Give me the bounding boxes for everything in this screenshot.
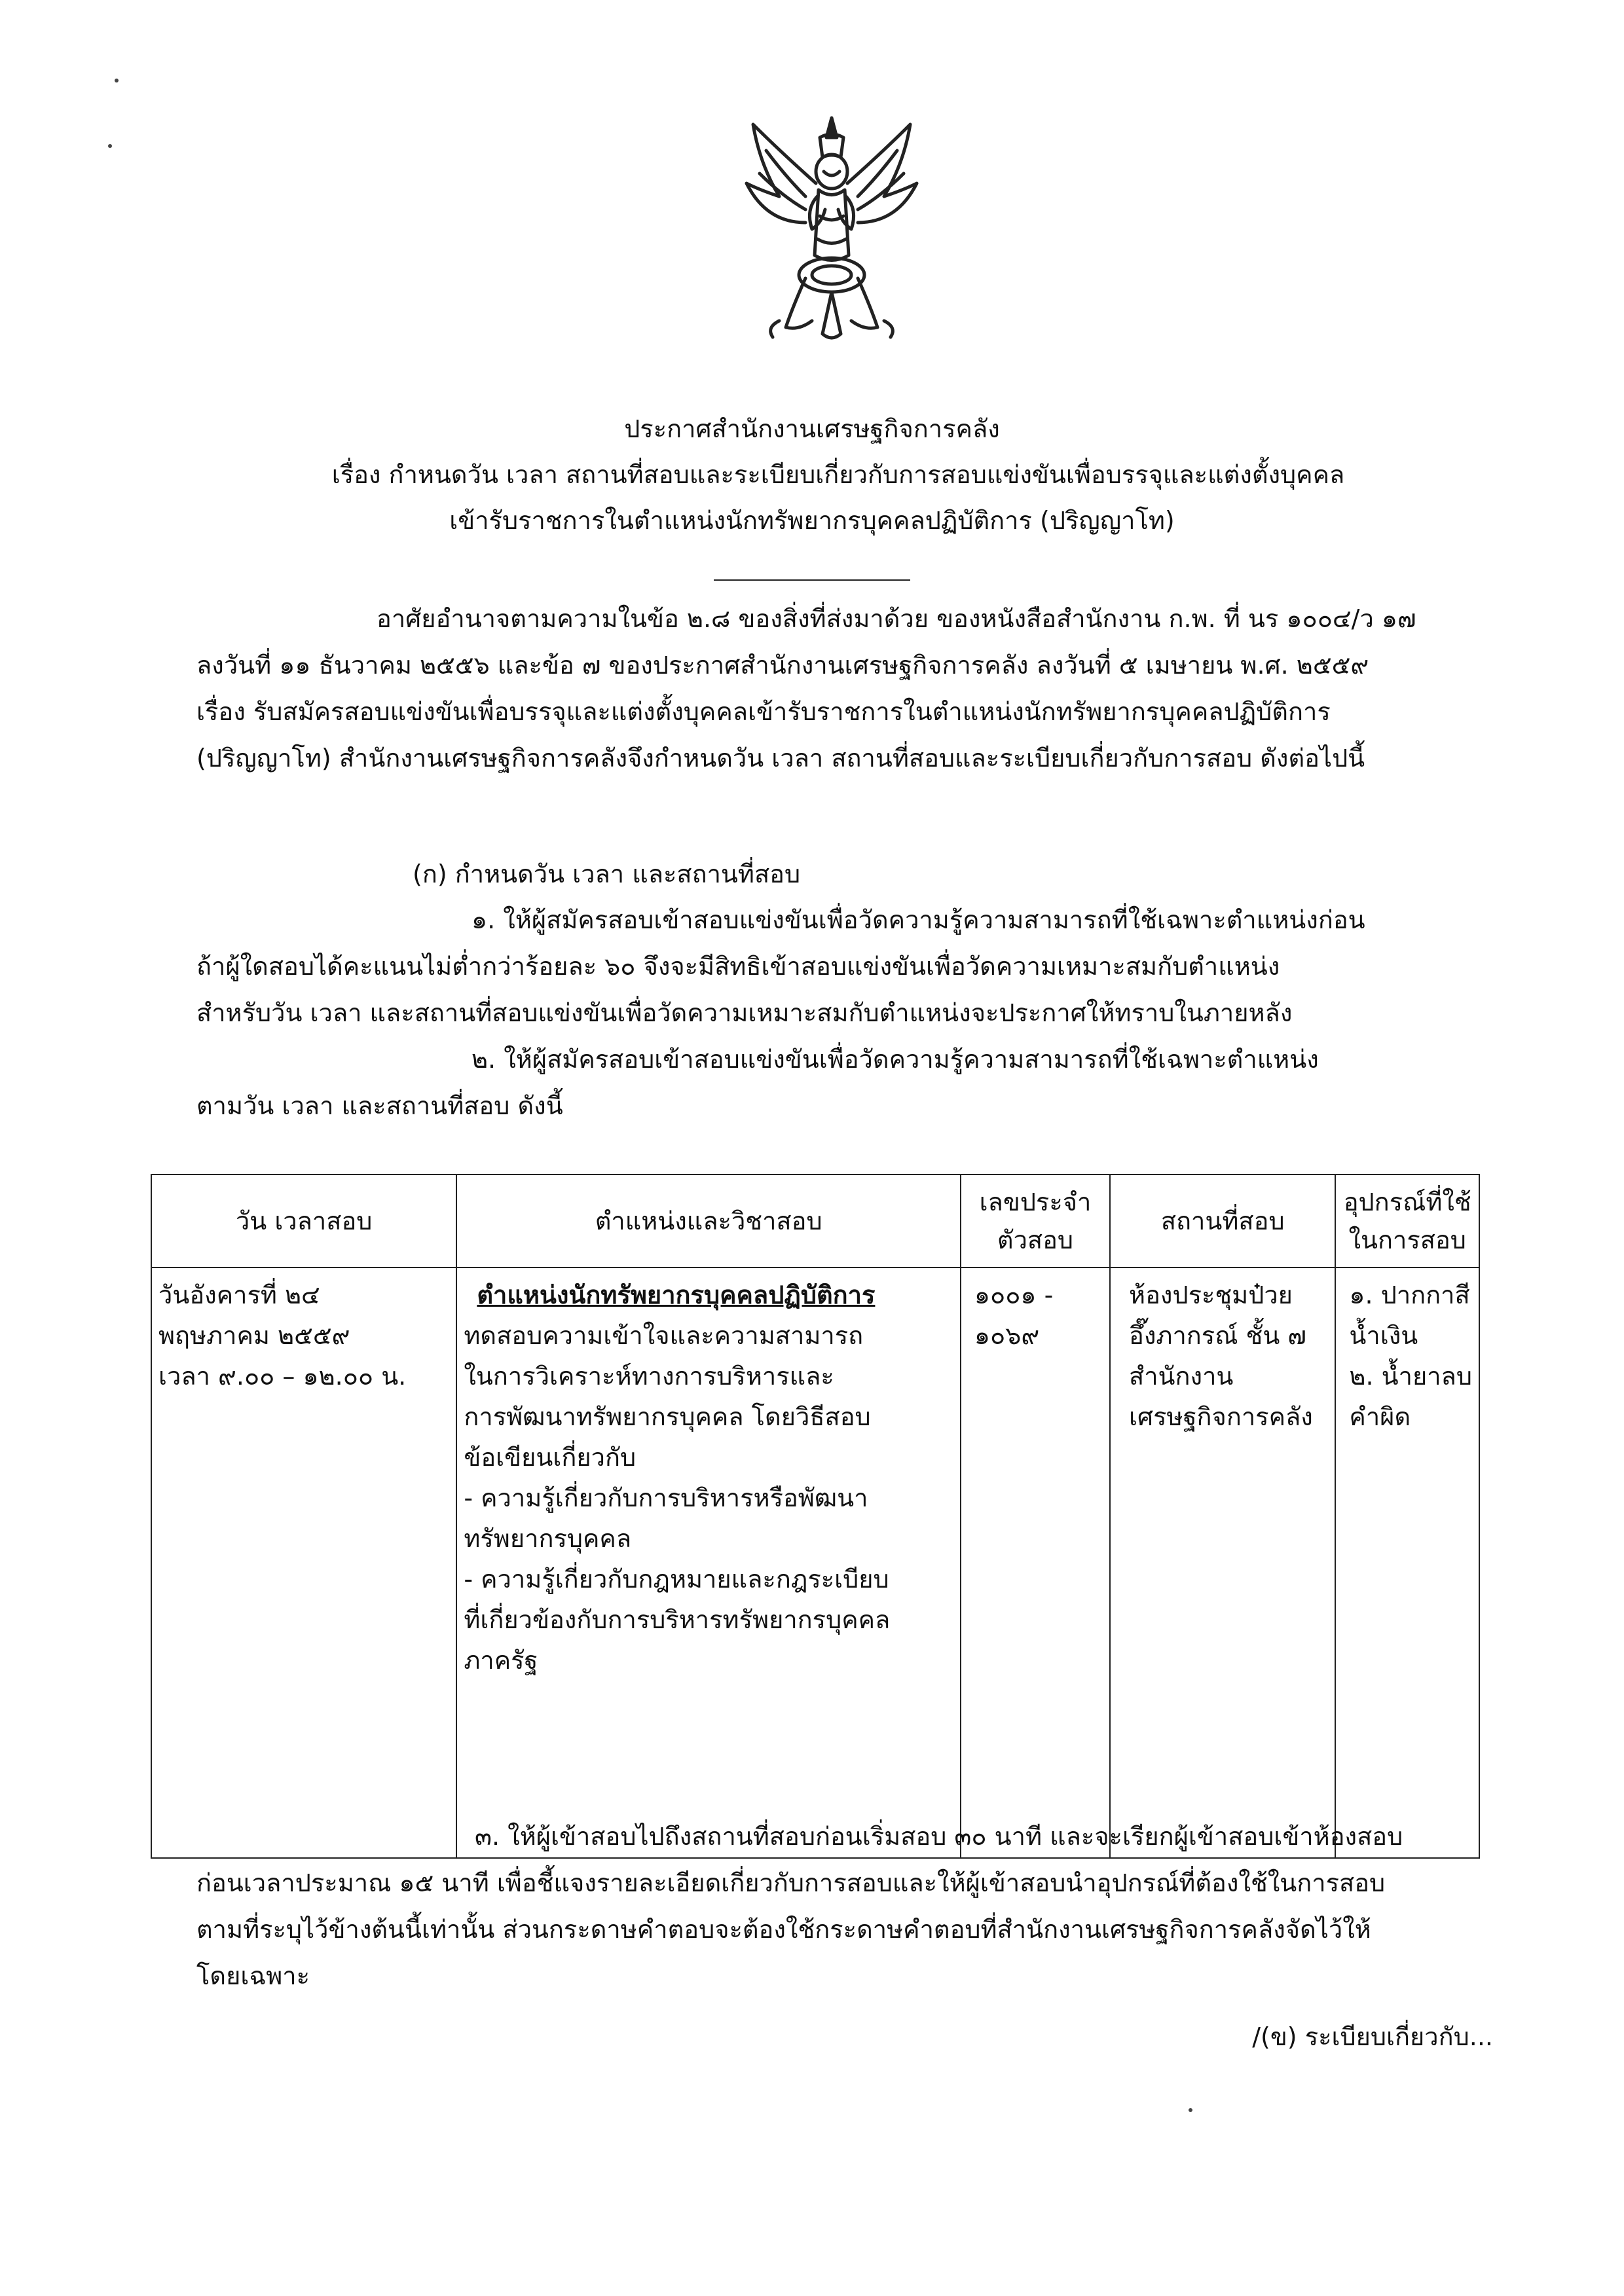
item3-line: ๓. ให้ผู้เข้าสอบไปถึงสถานที่สอบก่อนเริ่มสอบ ๓๐ นาที และจะเรียกผู้เข้าสอบเข้าห้องสอบ xyxy=(475,1822,1403,1851)
header-equipment-line: ในการสอบ xyxy=(1348,1226,1466,1254)
garuda-emblem-icon xyxy=(740,111,923,347)
scan-speck xyxy=(115,79,119,82)
item3-line: ตามที่ระบุไว้ข้างต้นนี้เท่านั้น ส่วนกระดาษคำตอบจะต้องใช้กระดาษคำตอบที่สำนักงานเศรษฐกิจการคลังจัดไว้ให้ xyxy=(196,1915,1371,1944)
item1-line: ๑. ให้ผู้สมัครสอบเข้าสอบแข่งขันเพื่อวัดความรู้ความสามารถที่ใช้เฉพาะตำแหน่งก่อน xyxy=(471,905,1365,934)
item2-line: ๒. ให้ผู้สมัครสอบเข้าสอบแข่งขันเพื่อวัดความรู้ความสามารถที่ใช้เฉพาะตำแหน่ง xyxy=(471,1045,1319,1074)
scan-speck xyxy=(108,144,112,148)
date-line: พฤษภาคม ๒๕๕๙ xyxy=(158,1321,350,1350)
position-line: ในการวิเคราะห์ทางการบริหารและ xyxy=(464,1362,834,1391)
cell-date xyxy=(151,1267,456,1858)
section-a-item1 xyxy=(196,897,1365,1129)
cell-equipment xyxy=(1335,1267,1479,1858)
intro-line: ลงวันที่ ๑๑ ธันวาคม ๒๕๕๖ และข้อ ๗ ของประกาศสำนักงานเศรษฐกิจการคลัง ลงวันที่ ๕ เมษายน พ.ศ. ๒๕๕๙ xyxy=(196,651,1369,680)
date-line: เวลา ๙.๐๐ – ๑๒.๐๐ น. xyxy=(158,1362,407,1391)
date-line: วันอังคารที่ ๒๔ xyxy=(158,1281,320,1309)
announcement-title: ประกาศสำนักงานเศรษฐกิจการคลัง xyxy=(624,414,1000,443)
venue-line: อึ๊งภากรณ์ ชั้น ๗ xyxy=(1129,1321,1306,1350)
continuation-note: /(ข) ระเบียบเกี่ยวกับ... xyxy=(1252,2022,1493,2051)
venue-line: สำนักงาน xyxy=(1129,1362,1234,1391)
equipment-line: ๑. ปากกาสี xyxy=(1349,1281,1470,1309)
header-date: วัน เวลาสอบ xyxy=(151,1175,456,1267)
position-line: ที่เกี่ยวข้องกับการบริหารทรัพยากรบุคคล xyxy=(464,1605,891,1634)
item3-paragraph xyxy=(196,1813,1403,1999)
exam-schedule-table xyxy=(151,1174,1480,1859)
item2-line: ตามวัน เวลา และสถานที่สอบ ดังนี้ xyxy=(196,1091,563,1120)
equipment-line: คำผิด xyxy=(1349,1402,1411,1431)
position-line: - ความรู้เกี่ยวกับการบริหารหรือพัฒนา xyxy=(464,1484,868,1512)
item1-line: สำหรับวัน เวลา และสถานที่สอบแข่งขันเพื่อวัดความเหมาะสมกับตำแหน่งจะประกาศให้ทราบในภายหลัง xyxy=(196,998,1293,1027)
header-equipment xyxy=(1335,1175,1479,1267)
venue-line: เศรษฐกิจการคลัง xyxy=(1129,1402,1313,1431)
position-line: ภาครัฐ xyxy=(464,1646,538,1675)
position-line: ทดสอบความเข้าใจและความสามารถ xyxy=(464,1321,864,1350)
item3-line: โดยเฉพาะ xyxy=(196,1961,310,1990)
header-seat-line: เลขประจำ xyxy=(979,1188,1092,1216)
cell-venue xyxy=(1110,1267,1335,1858)
table-row xyxy=(151,1267,1479,1858)
header-venue: สถานที่สอบ xyxy=(1110,1175,1335,1267)
position-line: การพัฒนาทรัพยากรบุคคล โดยวิธีสอบ xyxy=(464,1402,871,1431)
position-line: - ความรู้เกี่ยวกับกฎหมายและกฎระเบียบ xyxy=(464,1565,889,1594)
section-a-heading: (ก) กำหนดวัน เวลา และสถานที่สอบ xyxy=(413,860,801,888)
intro-paragraph xyxy=(196,596,1416,782)
heading-divider xyxy=(714,579,910,581)
intro-line: เรื่อง รับสมัครสอบแข่งขันเพื่อบรรจุและแต่งตั้งบุคคลเข้ารับราชการในตำแหน่งนักทรัพยากรบุคคลปฏิบัติการ xyxy=(196,697,1331,726)
cell-position xyxy=(456,1267,961,1858)
header-equipment-line: อุปกรณ์ที่ใช้ xyxy=(1343,1188,1471,1216)
seat-line: ๑๐๖๙ xyxy=(974,1321,1040,1350)
announcement-heading xyxy=(0,406,1624,543)
cell-seat xyxy=(961,1267,1110,1858)
header-seat xyxy=(961,1175,1110,1267)
scan-speck xyxy=(1189,2108,1192,2112)
announcement-subject-line1: เรื่อง กำหนดวัน เวลา สถานที่สอบและระเบียบเกี่ยวกับการสอบแข่งขันเพื่อบรรจุและแต่งตั้งบุคคล xyxy=(331,460,1345,489)
header-seat-line: ตัวสอบ xyxy=(997,1226,1074,1254)
intro-line: อาศัยอำนาจตามความในข้อ ๒.๘ ของสิ่งที่ส่งมาด้วย ของหนังสือสำนักงาน ก.พ. ที่ นร ๑๐๐๔/ว ๑๗ xyxy=(377,604,1416,633)
position-line: ข้อเขียนเกี่ยวกับ xyxy=(464,1443,637,1472)
position-title: ตำแหน่งนักทรัพยากรบุคคลปฏิบัติการ xyxy=(477,1281,876,1309)
item3-line: ก่อนเวลาประมาณ ๑๕ นาที เพื่อชี้แจงรายละเอียดเกี่ยวกับการสอบและให้ผู้เข้าสอบนำอุปกรณ์ที่ต้องใช้ในการสอบ xyxy=(196,1868,1386,1897)
intro-line: (ปริญญาโท) สำนักงานเศรษฐกิจการคลังจึงกำหนดวัน เวลา สถานที่สอบและระเบียบเกี่ยวกับการสอบ ดังต่อไปนี้ xyxy=(196,744,1365,773)
table-header-row xyxy=(151,1175,1479,1267)
equipment-line: ๒. น้ำยาลบ xyxy=(1349,1362,1472,1391)
header-position: ตำแหน่งและวิชาสอบ xyxy=(456,1175,961,1267)
venue-line: ห้องประชุมป๋วย xyxy=(1129,1281,1293,1309)
position-line: ทรัพยากรบุคคล xyxy=(464,1524,632,1553)
seat-line: ๑๐๐๑ - xyxy=(974,1281,1054,1309)
item1-line: ถ้าผู้ใดสอบได้คะแนนไม่ต่ำกว่าร้อยละ ๖๐ จึงจะมีสิทธิเข้าสอบแข่งขันเพื่อวัดความเหมาะสมกับตำแหน่ง xyxy=(196,952,1280,981)
equipment-line: น้ำเงิน xyxy=(1349,1321,1418,1350)
announcement-subject-line2: เข้ารับราชการในตำแหน่งนักทรัพยากรบุคคลปฏิบัติการ (ปริญญาโท) xyxy=(449,506,1175,535)
